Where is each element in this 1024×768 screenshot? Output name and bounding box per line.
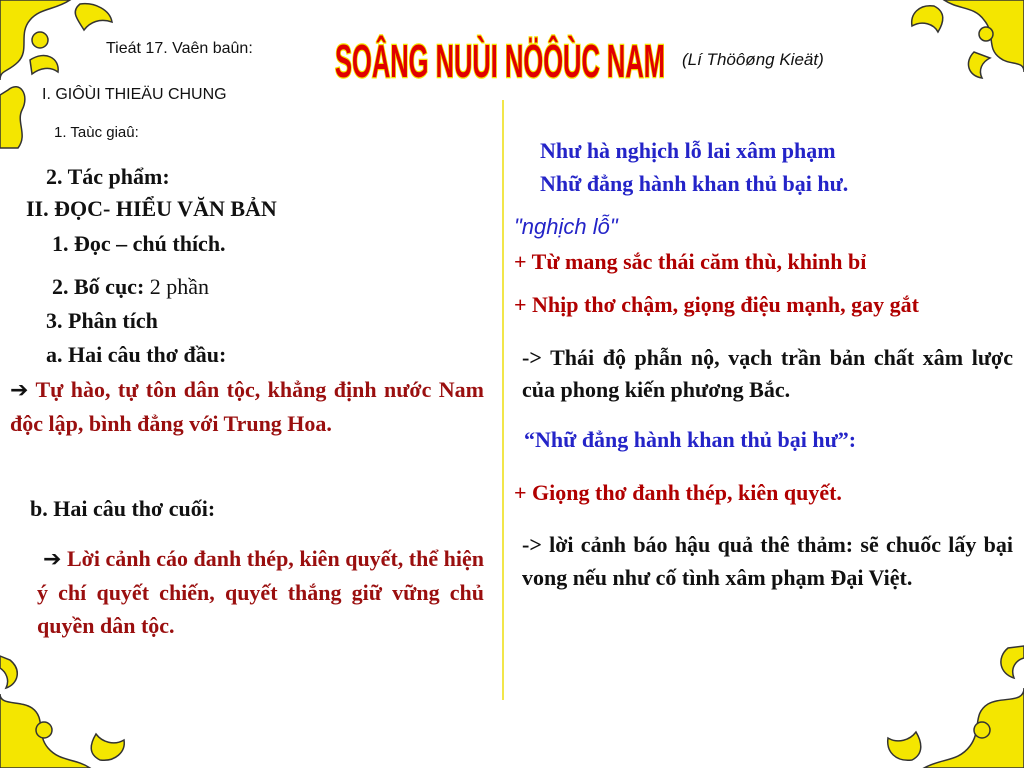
first-couplet-heading: a. Hai câu thơ đầu: — [46, 342, 227, 367]
last-couplet-heading: b. Hai câu thơ cuối: — [30, 496, 216, 521]
corner-ornament-icon — [904, 0, 1024, 120]
corner-ornament-icon — [884, 618, 1024, 768]
column-divider — [502, 100, 504, 700]
note-rhythm: + Nhịp thơ chậm, giọng điệu mạnh, gay gắt — [514, 292, 919, 317]
arrow-right-icon: ➔ — [43, 547, 62, 572]
conclusion-warning: -> lời cảnh báo hậu quả thê thảm: sẽ chuốc lấy bại vong nếu như cố tình xâm phạm Đại Việt. — [522, 532, 1013, 590]
last-couplet-text: Lời cảnh cáo đanh thép, kiên quyết, thể hiện ý chí quyết chiến, quyết thắng giữ vững chủ quyền dân tộc. — [37, 546, 484, 638]
section-intro-heading: I. GIÔÙI THIEÄU CHUNG — [42, 86, 227, 103]
first-couplet-text: Tự hào, tự tôn dân tộc, khẳng định nước Nam độc lập, bình đẳng với Trung Hoa. — [10, 377, 484, 436]
page-title-wrap — [330, 22, 670, 88]
layout-value: 2 phần — [149, 274, 210, 299]
last-couplet-summary — [37, 542, 484, 642]
reading-item: 1. Đọc – chú thích. — [52, 231, 226, 256]
lesson-label: Tieát 17. Vaên baûn: — [106, 40, 253, 57]
keyword-quote: "nghịch lỗ" — [514, 214, 618, 239]
poem-line-2: Nhữ đẳng hành khan thủ bại hư. — [540, 171, 849, 196]
page-title-art — [330, 22, 670, 88]
section-reading-heading: II. ĐỌC- HIỂU VĂN BẢN — [26, 196, 277, 221]
note-tone: + Giọng thơ đanh thép, kiên quyết. — [514, 480, 842, 505]
work-item: 2. Tác phẩm: — [46, 164, 170, 189]
page-title: SOÂNG NUÙI NÖÔÙC NAM — [335, 35, 665, 87]
layout-item — [52, 274, 209, 300]
note-word-tone: + Từ mang sắc thái căm thù, khinh bỉ — [514, 249, 867, 274]
second-line-quote: “Nhữ đẳng hành khan thủ bại hư”: — [524, 427, 857, 452]
author-item: 1. Taùc giaû: — [54, 124, 139, 141]
analysis-heading: 3. Phân tích — [46, 308, 158, 333]
author-label: (Lí Thöôøng Kieät) — [682, 50, 824, 69]
conclusion-attitude: -> Thái độ phẫn nộ, vạch trần bản chất xâm lược của phong kiến phương Bắc. — [522, 345, 1013, 402]
poem-line-1: Như hà nghịch lỗ lai xâm phạm — [540, 138, 836, 163]
arrow-right-icon: ➔ — [10, 378, 29, 403]
layout-label: 2. Bố cục: — [52, 274, 145, 299]
first-couplet-summary — [10, 373, 484, 440]
corner-ornament-icon — [0, 620, 130, 768]
